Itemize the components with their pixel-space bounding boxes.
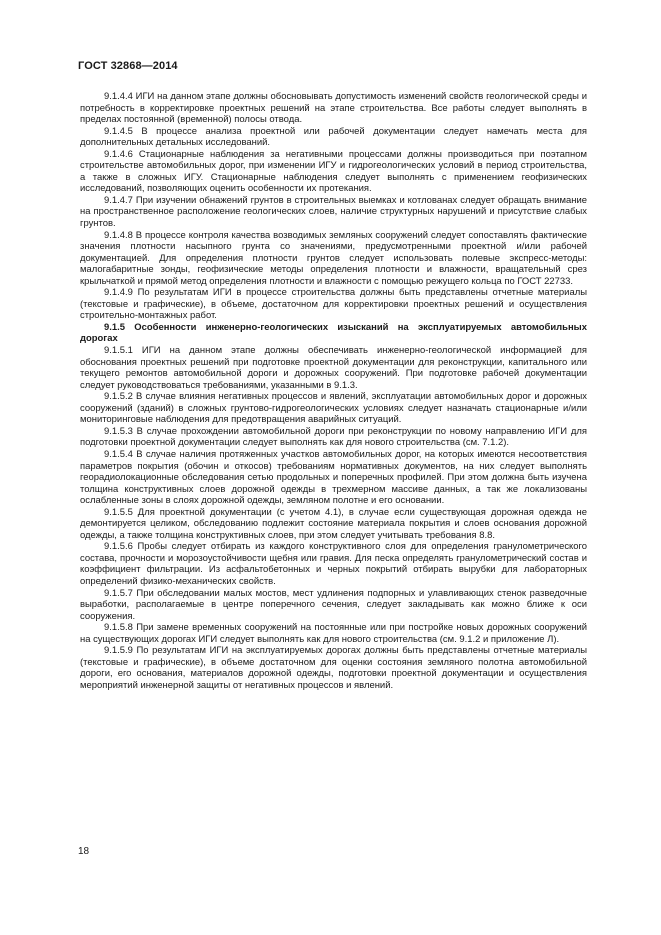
document-header-id: ГОСТ 32868—2014 <box>78 60 178 72</box>
page-number: 18 <box>78 846 90 857</box>
paragraph-9-1-5-1: 9.1.5.1 ИГИ на данном этапе должны обеспечивать инженерно-геологической информацией для обоснования проектных решений при подготовке проектной документации для реконструкции, капитального или текущего ремонтов автомобильной дороги и дорожных сооружений. При подготовке рабочей документации следует руководствоваться требованиями, указанными в 9.1.3. <box>80 345 587 391</box>
paragraph-9-1-4-9: 9.1.4.9 По результатам ИГИ в процессе строительства должны быть представлены отчетные материалы (текстовые и графические), в объеме, достаточном для корректировки проектных решений и осуществления строительно-монтажных работ. <box>80 287 587 322</box>
paragraph-9-1-5-2: 9.1.5.2 В случае влияния негативных процессов и явлений, эксплуатации автомобильных дорог и дорожных сооружений (зданий) в сложных грунтово-гидрогеологических условиях следует назначать стационарные и/или мониторинговые наблюдения для предотвращения аварийных ситуаций. <box>80 391 587 426</box>
paragraph-9-1-4-4: 9.1.4.4 ИГИ на данном этапе должны обосновывать допустимость изменений свойств геологической среды и потребность в корректировке проектных решений на этапе строительства. Все работы следует выполнять в пределах постоянной (временной) полосы отвода. <box>80 91 587 126</box>
paragraph-9-1-4-7: 9.1.4.7 При изучении обнажений грунтов в строительных выемках и котлованах следует обращать внимание на пространственное расположение геологических слоев, наличие структурных нарушений и присутствие слабых грунтов. <box>80 194 587 230</box>
section-heading-9-1-5: 9.1.5 Особенности инженерно-геологических изысканий на эксплуатируемых автомобильных дорогах <box>80 321 587 345</box>
document-body <box>80 91 587 691</box>
paragraph-9-1-5-4: 9.1.5.4 В случае наличия протяженных участков автомобильных дорог, на которых имеются несоответствия параметров покрытия (обочин и откосов) требованиям нормативных документов, на них следует выполнять георадиолокационные обследования сетью продольных и поперечных профилей. При этом должна быть изучена толщина конструктивных слоев дорожной одежды в трехмерном массиве данных, а так же локализованы ослабленные зоны в слоях дорожной одежды, земляном полотне и его основании. <box>80 448 587 507</box>
paragraph-9-1-5-7: 9.1.5.7 При обследовании малых мостов, мест удлинения подпорных и улавливающих стенок разведочные выработки, располагаемые в центре поперечного сечения, следует закладывать как можно ближе к оси сооружения. <box>80 587 587 622</box>
paragraph-9-1-4-6: 9.1.4.6 Стационарные наблюдения за негативными процессами должны производиться при поэтапном строительстве автомобильных дорог, при изменении ИГУ и гидрогеологических условий в период строительства, а также в сложных ИГУ. Стационарные наблюдения следует выполнять с применением геофизических исследований, позволяющих оценить особенности их протекания. <box>80 148 587 195</box>
paragraph-9-1-5-9: 9.1.5.9 По результатам ИГИ на эксплуатируемых дорогах должны быть представлены отчетные материалы (текстовые и графические), в объеме достаточном для оценки состояния земляного полотна автомобильной дороги, его основания, материалов дорожной одежды, подготовки проектной документации и осуществления мероприятий инженерной защиты от негативных процессов и явлений. <box>80 645 587 691</box>
paragraph-9-1-5-6: 9.1.5.6 Пробы следует отбирать из каждого конструктивного слоя для определения гранулометрического состава, прочности и морозоустойчивости щебня или гравия. Для песка определять гранулометрический состав и коэффициент фильтрации. Из асфальтобетонных и черных покрытий отбирать вырубки для лабораторных определений физико-механических свойств. <box>80 541 587 587</box>
paragraph-9-1-4-5: 9.1.4.5 В процессе анализа проектной или рабочей документации следует намечать места для дополнительных детальных исследований. <box>80 125 587 149</box>
paragraph-9-1-5-8: 9.1.5.8 При замене временных сооружений на постоянные или при постройке новых дорожных сооружений на существующих дорогах ИГИ следует выполнять как для нового строительства (см. 9.1.2 и приложение Л). <box>80 622 587 645</box>
paragraph-9-1-5-3: 9.1.5.3 В случае прохождении автомобильной дороги при реконструкции по новому направлению ИГИ для подготовки проектной документации следует выполнять как для нового строительства (см. 7.1.2). <box>80 425 587 449</box>
paragraph-9-1-4-8: 9.1.4.8 В процессе контроля качества возводимых земляных сооружений следует сопоставлять фактические значения плотности насыпного грунта со значениями, предусмотренными проектной и/или рабочей документацией. Для определения плотности грунтов следует использовать полевые экспресс-методы: малогабаритные зонды, геофизические методы определения плотности и влажности, вращательный срез крыльчаткой и прямой метод определения плотности и влажности с помощью режущего кольца по ГОСТ 22733. <box>80 229 587 287</box>
paragraph-9-1-5-5: 9.1.5.5 Для проектной документации (с учетом 4.1), в случае если существующая дорожная одежда не демонтируется целиком, обследованию подлежит состояние материала покрытия и слоев основания дорожной одежды, а также толщина конструктивных слоев, при этом следует учитывать требования 8.8. <box>80 506 587 541</box>
